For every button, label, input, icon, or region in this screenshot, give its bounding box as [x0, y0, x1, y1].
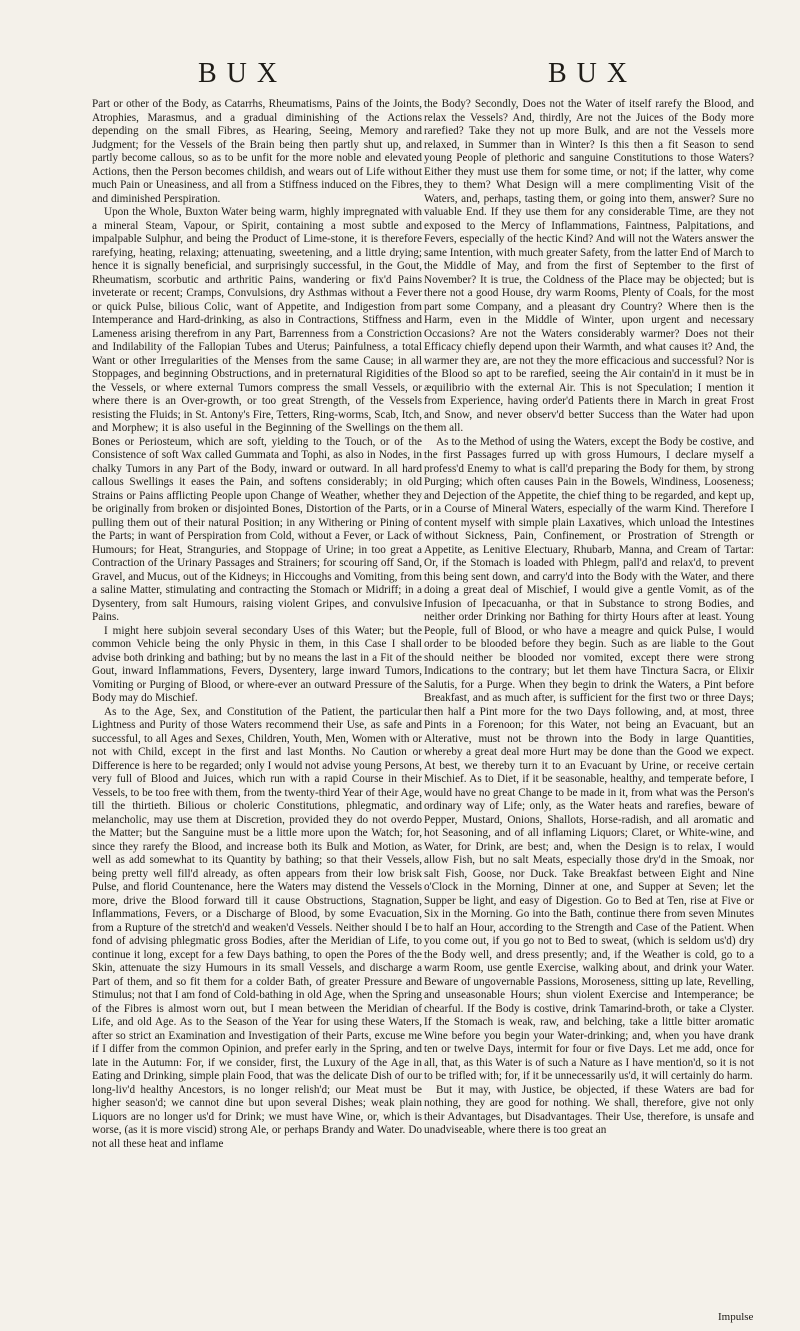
paragraph: But it may, with Justice, be objected, if these Waters are bad for nothing, they are good for nothing. We shall, therefore, give not only their Advantages, but Disadvantages. Their Use, therefore, is unsafe and unadviseable, where there is too great an — [424, 1083, 754, 1136]
paragraph: the Body? Secondly, Does not the Water of itself rarefy the Blood, and relax the Vessels? And, thirdly, Are not the Juices of the Body more rarefied? Take they not up more Bulk, and are not the Vessels more relaxed, in Summer than in Winter? Is this then a fit Season to send young People of plethoric and sanguine Constitutions to those Waters? Either they must use them for some time, or not; if the latter, why come they to them? What Design will a mere complimenting Visit of the Waters, and, perhaps, tasting them, or going into them, answer? Sure no valuable End. If they use them for any considerable Time, are they not exposed to the Mercy of Inflammations, Faintness, Palpitations, and Fevers, especially of the hectic Kind? And will not the Waters answer the same Intention, with much greater Safety, from the latter End of March to the Middle of May, and from the first of September to the first of November? It is true, the Coldness of the Place may be objected; but is there not a good House, dry warm Rooms, Plenty of Coals, for the most part some Company, and a pleasant dry Country? Where then is the Harm, even in the Middle of Winter, upon urgent and necessary Occasions? Are not the Waters considerably warmer? Does not their Efficacy chiefly depend upon their Warmth, and what causes it? And, the warmer they are, are not they the more efficacious and successful? Nor is the Blood so apt to be rarefied, seeing the Air contain'd in it must be in æquilibrio with the external Air. This is not Speculation; I mention it from Experience, having order'd Patients there in March in great Frost and Snow, and never observ'd better Success than the Water had upon them all. — [424, 98, 754, 434]
right-column — [424, 98, 754, 1138]
paragraph: I might here subjoin several secondary Uses of this Water; but the common Vehicle being the only Physic in them, in this Case I shall advise both drinking and bathing; but by no means the last in a Fit of the Gout, inward Inflammations, Fevers, Dysentery, large inward Tumors, Vomiting or Purging of Blood, or where-ever an outward Pressure of the Body may do Mischief. — [92, 624, 422, 704]
paragraph: As to the Method of using the Waters, except the Body be costive, and the first Passages furred up with gross Humours, I declare myself a profess'd Enemy to what is call'd preparing the Body for them, by strong Purging; which often causes Pain in the Bowels, Windiness, Looseness; and Dejection of the Appetite, the chief thing to be regarded, and kept up, in a Course of Mineral Waters, especially of the warm Kind. Therefore I content myself with simple plain Laxatives, which unload the Intestines without Sickness, Pain, Confinement, or Prostration of Strength or Appetite, as Lenitive Electuary, Rhubarb, Manna, and Cream of Tartar: Or, if the Stomach is loaded with Phlegm, pall'd and relax'd, to prevent this being sent down, and carry'd into the Body with the Water, and there doing a great deal of Mischief, I would give a gentle Vomit, as of the Infusion of Ipecacuanha, or that in Substance to strong Bodies, and neither order Drinking nor Bathing for thirty Hours after at least. Young People, full of Blood, or who have a meagre and quick Pulse, I would order to be blooded before they begin. Such as are liable to the Gout should neither be blooded nor vomited, except there were strong Indications to the contrary; but let them have Tinctura Sacra, or Elixir Salutis, for a Purge. When they begin to drink the Waters, a Pint before Breakfast, and as much after, is sufficient for the first two or three Days; then half a Pint more for the two Days following, and, at most, three Pints in a Forenoon; for this Water, not being an Evacuant, but an Alterative, must not be thrown into the Body in large Quantities, whereby a great deal more Hurt may be done than the Good we expect. At best, we thereby turn it to an Evacuant by Urine, or receive certain Mischief. As to Diet, if it be seasonable, healthy, and temperate before, I would have no great Change to be made in it, from what was the Person's ordinary way of Life; only, as the Water heats and rarefies, beware of Pepper, Mustard, Onions, Shallots, Horse-radish, and all aromatic and hot Seasoning, and of all inflaming Liquors; Claret, or White-wine, and Water, for Drink, are best; and, when the Design is to relax, I would allow Fish, but no salt Meats, especially those dry'd in the Smoak, nor salt Fish, Goose, nor Duck. Take Breakfast between Eight and Nine o'Clock in the Morning, Dinner at one, and Supper at Seven; let the Supper be light, and easy of Digestion. Go to Bed at Ten, rise at Five or Six in the Morning. Go into the Bath, continue there from seven Minutes to half an Hour, according to the Strength and Case of the Patient. When you come out, if you go not to Bed to sweat, (which is seldom us'd) dry the Body well, and dress presently; and, if the Weather is cold, go to a warm Room, use gentle Exercise, walking about, and drink your Water. Beware of ungovernable Passions, Moroseness, sitting up late, Revelling, and unseasonable Hours; shun violent Exercise and Intemperance; be chearful. If the Body is costive, drink Tamarind-broth, or take a Clyster. If the Stomach is weak, raw, and belching, take a little bitter aromatic Wine before you begin your Water-drinking; and, when you have drank ten or twelve Days, intermit for four or five Days. Let me add, once for all, that, as this Water is of such a Nature as I have mention'd, so it is not to be trifled with; for, if it be unnecessarily us'd, it will certainly do harm. — [424, 435, 754, 1082]
running-head-left: BUX — [198, 58, 288, 89]
left-column — [92, 98, 422, 1151]
paragraph: Part or other of the Body, as Catarrhs, Rheumatisms, Pains of the Joints, Atrophies, Marasmus, and a gradual diminishing of the Actions depending on the small Fibres, as Hearing, Seeing, Memory and Judgment; for the Vessels of the Brain being then partly shut up, and partly become callous, so as to be unfit for the more noble and elevated Actions, then the Person becomes childish, and wears out of Life without much Pain or Uneasiness, and all from a Stiffness induced on the Fibres, and diminished Perspiration. — [92, 98, 422, 205]
catchword: Impulse — [718, 1311, 754, 1323]
running-head-right: BUX — [548, 58, 638, 89]
paragraph: As to the Age, Sex, and Constitution of the Patient, the particular Lightness and Purity of those Waters recommend their Use, as safe and successful, to all Ages and Sexes, Children, Youth, Men, Women with or not with Child, except in the first and last Months. No Caution or Difference is here to be regarded; only I would not advise young Persons, very full of Blood and Juices, which run with a rapid Course in their Vessels, to be too free with them, from the twenty-third Year of their Age, till the thirtieth. Bilious or choleric Constitutions, phlegmatic, and melancholic, may use them at Discretion, provided they do not overdo the Matter; but the Sanguine must be a little more upon the Watch; for, since they rarefy the Blood, and increase both its Bulk and Motion, as well as add somewhat to its Quantity by bathing; so that their Vessels, being pretty well fill'd already, as often appears from their low brisk Pulse, and florid Countenance, here the Waters may distend the Vessels more, drive the Blood forward till it cause Obstructions, Stagnation, Inflammations, Fevers, or a Discharge of Blood, by some Evacuation, from a Rupture of the stretch'd and weaken'd Vessels. Neither should I be fond of advising phlegmatic gross Bodies, after the Meridian of Life, to continue it long, except for a few Days bathing, to open the Pores of the Skin, attenuate the sizy Humours in its small Vessels, and discharge a Part of them, and so fit them for a colder Bath, of greater Pressure and Stimulus; not that I am fond of Cold-bathing in old Age, when the Spring of the Fibres is almost worn out, but I mean between the Meridian of Life, and old Age. As to the Season of the Year for using these Waters, after so strict an Examination and Investigation of their Parts, excuse me if I differ from the common Opinion, and prefer early in the Spring, and late in the Autumn: For, if we consider, first, the Luxury of the Age in Eating and Drinking, simple plain Food, that was the delicate Dish of our long-liv'd healthy Ancestors, is no longer relish'd; our Meat must be higher season'd; we cannot dine but upon several Dishes; weak plain Liquors are no longer us'd for Drink; we must have Wine, or, which is worse, (as it is more viscid) strong Ale, or perhaps Brandy and Water. Do not all these heat and inflame — [92, 705, 422, 1150]
paragraph: Upon the Whole, Buxton Water being warm, highly impregnated with a mineral Steam, Vapour, or Spirit, containing a most subtle and impalpable Sulphur, and being the Product of Lime-stone, it is therefore rarefying, heating, relaxing; attenuating, sweetening, and a little drying; hence it is signally beneficial, and surprisingly successful, in the Gout, Rheumatism, scorbutic and arthritic Pains, wandering or fix'd Pains inveterate or recent; Cramps, Convulsions, dry Asthmas without a Fever or quick Pulse, bilious Colic, want of Appetite, and Indigestion from Intemperance and Hard-drinking, as also in Contractions, Stiffness and Lameness arising therefrom in any Part, Barrenness from a Constriction and Indilability of the Fallopian Tubes and Uterus; Painfulness, a total Want or other Irregularities of the Menses from the same Cause; in all Stoppages, and beginning Obstructions, and in preternatural Rigidities of the Vessels, or where external Tumors compress the small Vessels, or where there is an Over-growth, or too great Strength, of the Vessels resisting the Fluids; in St. Antony's Fire, Tetters, Ring-worms, Scab, Itch, and Morphew; it is also useful in the Beginning of the Swellings on the Bones or Periosteum, which are soft, yielding to the Touch, or of the Consistence of soft Wax called Gummata and Tophi, as also in Nodes, in chalky Tumors in any Part of the Body, inward or outward. In all hard callous Swellings it eases the Pain, and softens considerably; in old Strains or Pains afflicting People upon Change of Weather, whether they be originally from broken or disjointed Bones, Distortion of the Parts, or pulling them out of their natural Position; in any Withering or Pining of the Parts; in want of Perspiration from Cold, without a Fever, or Lack of Humours; for Heat, Stranguries, and Stoppage of Urine; in too great a Contraction of the Urinary Passages and Strainers; for scouring off Sand, Gravel, and Mucus, out of the Kidneys; in Hiccoughs and Vomiting, from a saline Matter, stimulating and contracting the Stomach or Midriff; in a Dysentery, from salt Humours, raising violent Gripes, and convulsive Pains. — [92, 206, 422, 623]
